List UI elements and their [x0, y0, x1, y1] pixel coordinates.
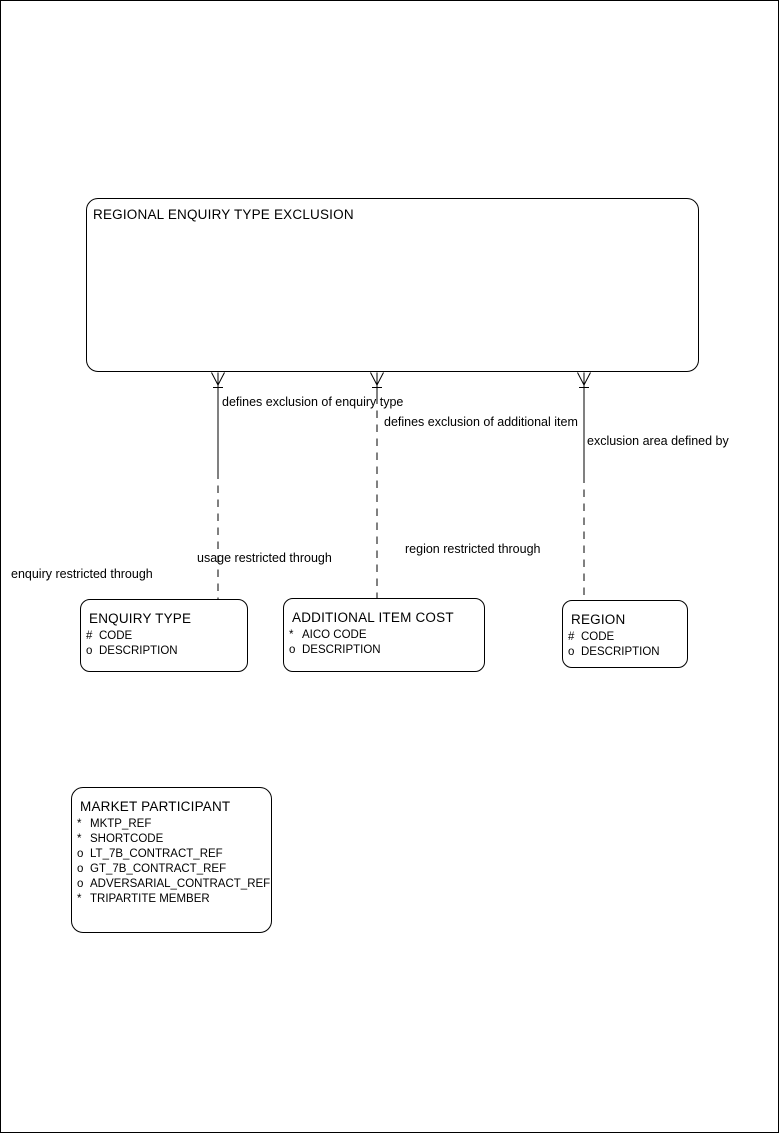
attribute-row	[563, 630, 687, 645]
attribute-name: GT_7B_CONTRACT_REF	[90, 863, 227, 875]
attribute-row	[81, 629, 247, 644]
attribute-row	[284, 643, 484, 658]
entity-title: REGION	[571, 612, 626, 627]
attribute-row	[72, 832, 271, 847]
attribute-name: TRIPARTITE MEMBER	[90, 893, 210, 905]
attribute-prefix: o	[86, 644, 93, 657]
attribute-row	[72, 892, 271, 907]
attribute-prefix: *	[77, 833, 82, 845]
relationship-label-defines-exclusion-of-enquiry-type: defines exclusion of enquiry type	[222, 395, 404, 409]
entity-regional-enquiry-type-exclusion[interactable]	[86, 198, 699, 372]
attribute-list	[72, 817, 271, 907]
attribute-name: AICO CODE	[302, 629, 367, 641]
attribute-name: MKTP_REF	[90, 818, 152, 830]
attribute-name: CODE	[581, 631, 615, 643]
entity-title: ADDITIONAL ITEM COST	[292, 610, 454, 625]
attribute-prefix: o	[568, 645, 575, 658]
attribute-name: LT_7B_CONTRACT_REF	[90, 848, 223, 860]
attribute-row	[72, 862, 271, 877]
attribute-name: DESCRIPTION	[581, 645, 660, 658]
relationship-label-region-restricted-through: region restricted through	[405, 542, 541, 556]
relationship-label-usage-restricted-through: usage restricted through	[197, 551, 332, 565]
attribute-row	[284, 628, 484, 643]
crows-foot-icon	[371, 373, 384, 388]
attribute-prefix: *	[289, 629, 294, 641]
attribute-row	[72, 877, 271, 892]
entity-title: REGIONAL ENQUIRY TYPE EXCLUSION	[93, 207, 354, 222]
attribute-row	[81, 644, 247, 659]
attribute-name: CODE	[99, 630, 133, 642]
entity-region[interactable]	[562, 600, 688, 668]
attribute-prefix: o	[77, 878, 84, 890]
crows-foot-icon	[578, 373, 591, 388]
relationship-label-enquiry-restricted-through: enquiry restricted through	[11, 567, 153, 581]
attribute-row	[72, 817, 271, 832]
entity-additional-item-cost[interactable]	[283, 598, 485, 672]
entity-title: MARKET PARTICIPANT	[80, 799, 231, 814]
relationship-label-exclusion-area-defined-by: exclusion area defined by	[587, 434, 729, 448]
attribute-list	[563, 630, 687, 659]
entity-title: ENQUIRY TYPE	[89, 611, 192, 626]
attribute-prefix: o	[289, 643, 296, 656]
attribute-prefix: o	[77, 848, 84, 860]
attribute-prefix: *	[77, 818, 82, 830]
crows-foot-icon	[212, 373, 225, 388]
attribute-name: SHORTCODE	[90, 833, 164, 845]
attribute-name: ADVERSARIAL_CONTRACT_REF	[90, 878, 271, 890]
entity-market-participant[interactable]	[71, 787, 272, 933]
attribute-list	[284, 628, 484, 657]
attribute-prefix: #	[86, 630, 93, 642]
relationship-line-region	[578, 373, 591, 601]
attribute-prefix: o	[77, 863, 84, 875]
attribute-name: DESCRIPTION	[302, 643, 381, 656]
attribute-prefix: *	[77, 893, 82, 905]
entity-enquiry-type[interactable]	[80, 599, 248, 672]
attribute-prefix: #	[568, 631, 575, 643]
relationship-label-defines-exclusion-of-additional-item: defines exclusion of additional item	[384, 415, 578, 429]
attribute-list	[81, 629, 247, 658]
attribute-row	[563, 645, 687, 660]
attribute-name: DESCRIPTION	[99, 644, 178, 657]
attribute-row	[72, 847, 271, 862]
